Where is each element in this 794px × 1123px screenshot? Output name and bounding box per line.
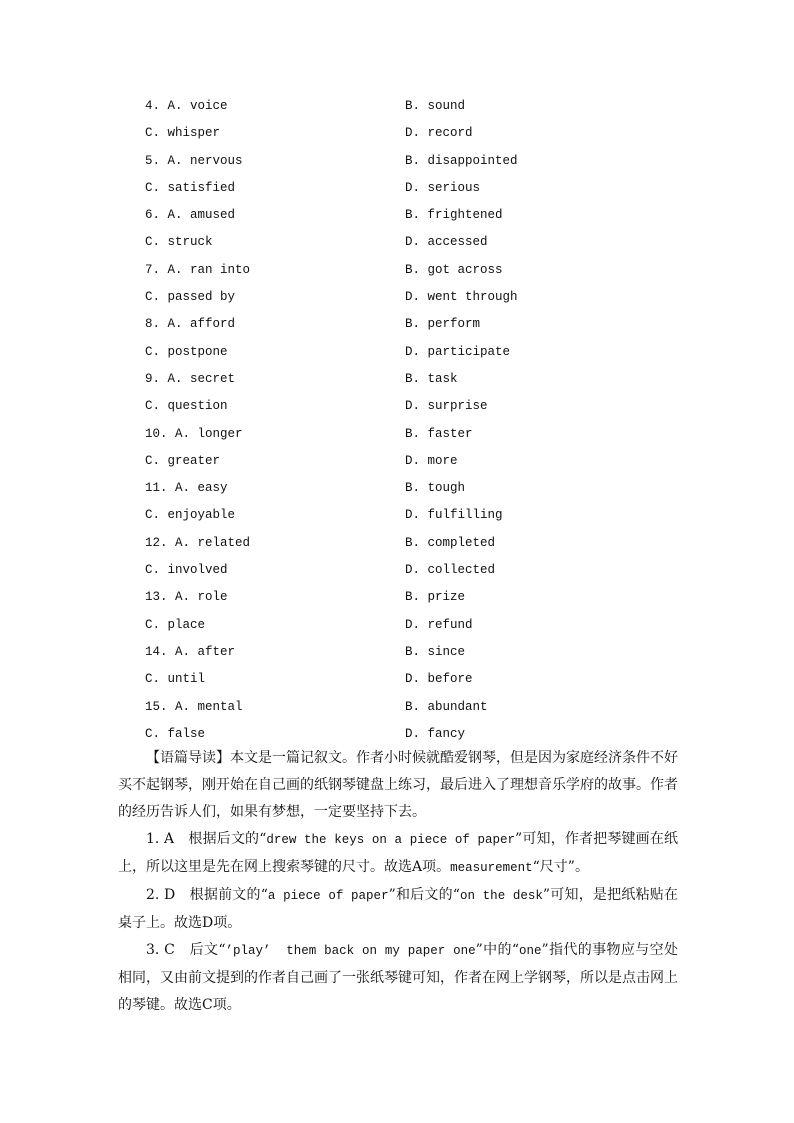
option-left: 10. A. longer bbox=[145, 426, 243, 441]
option-left: C. whisper bbox=[145, 126, 221, 141]
option-row bbox=[145, 120, 705, 147]
option-row bbox=[145, 639, 705, 666]
option-left: 8. A. afford bbox=[145, 317, 236, 332]
option-left: 5. A. nervous bbox=[145, 153, 243, 168]
option-right: D. accessed bbox=[405, 235, 488, 250]
answer-2-quote-2: on the desk bbox=[459, 889, 543, 903]
option-right: D. went through bbox=[405, 290, 518, 305]
option-left: 15. A. mental bbox=[145, 699, 243, 714]
option-row bbox=[145, 175, 705, 202]
option-left: 7. A. ran into bbox=[145, 262, 251, 277]
option-row bbox=[145, 202, 705, 229]
option-row bbox=[145, 584, 705, 611]
option-right: D. record bbox=[405, 126, 473, 141]
answer-3-label: 3. C 后文“ bbox=[146, 942, 226, 958]
option-right: B. frightened bbox=[405, 208, 503, 223]
option-row bbox=[145, 339, 705, 366]
option-left: C. satisfied bbox=[145, 180, 236, 195]
option-right: B. since bbox=[405, 644, 466, 659]
option-row bbox=[145, 694, 705, 721]
answer-1-explanation bbox=[118, 826, 678, 882]
option-right: D. fulfilling bbox=[405, 508, 503, 523]
answer-1-quote: drew the keys on a piece of paper bbox=[266, 833, 516, 847]
option-row bbox=[145, 366, 705, 393]
option-right: B. faster bbox=[405, 426, 473, 441]
answer-3-quote: ’play’ them back on my paper one bbox=[225, 944, 476, 958]
option-left: C. until bbox=[145, 672, 206, 687]
option-row bbox=[145, 229, 705, 256]
option-right: B. got across bbox=[405, 262, 503, 277]
option-row bbox=[145, 502, 705, 529]
answer-2-explanation bbox=[118, 882, 678, 937]
option-right: D. refund bbox=[405, 617, 473, 632]
answer-1-word: measurement bbox=[450, 861, 533, 875]
option-right: B. disappointed bbox=[405, 153, 518, 168]
option-left: C. postpone bbox=[145, 344, 228, 359]
option-row bbox=[145, 311, 705, 338]
answer-2-text: ”和后文的“ bbox=[388, 887, 460, 903]
option-right: B. prize bbox=[405, 590, 466, 605]
answer-3-quote-2: one bbox=[519, 944, 542, 958]
option-right: D. serious bbox=[405, 180, 481, 195]
option-row bbox=[145, 666, 705, 693]
option-left: C. greater bbox=[145, 453, 221, 468]
answer-options bbox=[145, 93, 705, 748]
option-left: 9. A. secret bbox=[145, 371, 236, 386]
option-left: C. place bbox=[145, 617, 206, 632]
answer-1-text: ”可知，作者把琴键画在纸上，所以这里是先在网上搜索琴键的尺寸。故选A项。 bbox=[118, 831, 678, 875]
option-row bbox=[145, 448, 705, 475]
option-row bbox=[145, 530, 705, 557]
option-right: B. abundant bbox=[405, 699, 488, 714]
passage-guide: 【语篇导读】本文是一篇记叙文。作者小时候就酷爱钢琴，但是因为家庭经济条件不好买不起钢琴，刚开始在自己画的纸钢琴键盘上练习，最后进入了理想音乐学府的故事。作者的经历告诉人们，如果有梦想，一定要坚持下去。 bbox=[118, 750, 678, 820]
answer-3-explanation bbox=[118, 937, 678, 1019]
answer-2-tail: ”可知，是把纸粘贴在桌子上。故选D项。 bbox=[118, 887, 678, 931]
analysis-section bbox=[118, 745, 678, 1019]
option-row bbox=[145, 284, 705, 311]
option-row bbox=[145, 93, 705, 120]
option-left: 4. A. voice bbox=[145, 99, 228, 113]
option-left: 6. A. amused bbox=[145, 208, 236, 223]
option-right: D. before bbox=[405, 672, 473, 687]
option-left: 13. A. role bbox=[145, 590, 228, 605]
option-row bbox=[145, 557, 705, 584]
option-row bbox=[145, 393, 705, 420]
option-right: B. perform bbox=[405, 317, 481, 332]
option-right: D. participate bbox=[405, 344, 511, 359]
option-row bbox=[145, 421, 705, 448]
option-left: 12. A. related bbox=[145, 535, 251, 550]
option-left: 11. A. easy bbox=[145, 481, 228, 496]
option-left: C. question bbox=[145, 399, 228, 414]
option-right: D. collected bbox=[405, 563, 496, 578]
option-left: C. enjoyable bbox=[145, 508, 236, 523]
option-left: C. involved bbox=[145, 563, 228, 578]
option-row bbox=[145, 475, 705, 502]
option-right: D. surprise bbox=[405, 399, 488, 414]
option-row bbox=[145, 257, 705, 284]
answer-3-text: ”中的“ bbox=[475, 942, 520, 958]
answer-1-tail: “尺寸”。 bbox=[532, 859, 589, 875]
option-right: D. fancy bbox=[405, 726, 466, 741]
option-left: C. false bbox=[145, 726, 206, 741]
option-row bbox=[145, 148, 705, 175]
answer-2-quote-1: a piece of paper bbox=[267, 889, 389, 903]
option-right: B. completed bbox=[405, 535, 496, 550]
option-left: C. struck bbox=[145, 235, 213, 250]
option-right: D. more bbox=[405, 453, 458, 468]
option-left: 14. A. after bbox=[145, 644, 236, 659]
option-right: B. task bbox=[405, 371, 458, 386]
option-right: B. sound bbox=[405, 99, 466, 113]
option-right: B. tough bbox=[405, 481, 466, 496]
option-row bbox=[145, 612, 705, 639]
answer-3-tail: ”指代的事物应与空处相同，又由前文提到的作者自己画了一张纸琴键可知，作者在网上学钢琴，所以是点击网上的琴键。故选C项。 bbox=[118, 942, 678, 1013]
answer-1-label: 1. A 根据后文的“ bbox=[146, 831, 267, 847]
answer-2-label: 2. D 根据前文的“ bbox=[146, 887, 268, 903]
option-left: C. passed by bbox=[145, 290, 236, 305]
